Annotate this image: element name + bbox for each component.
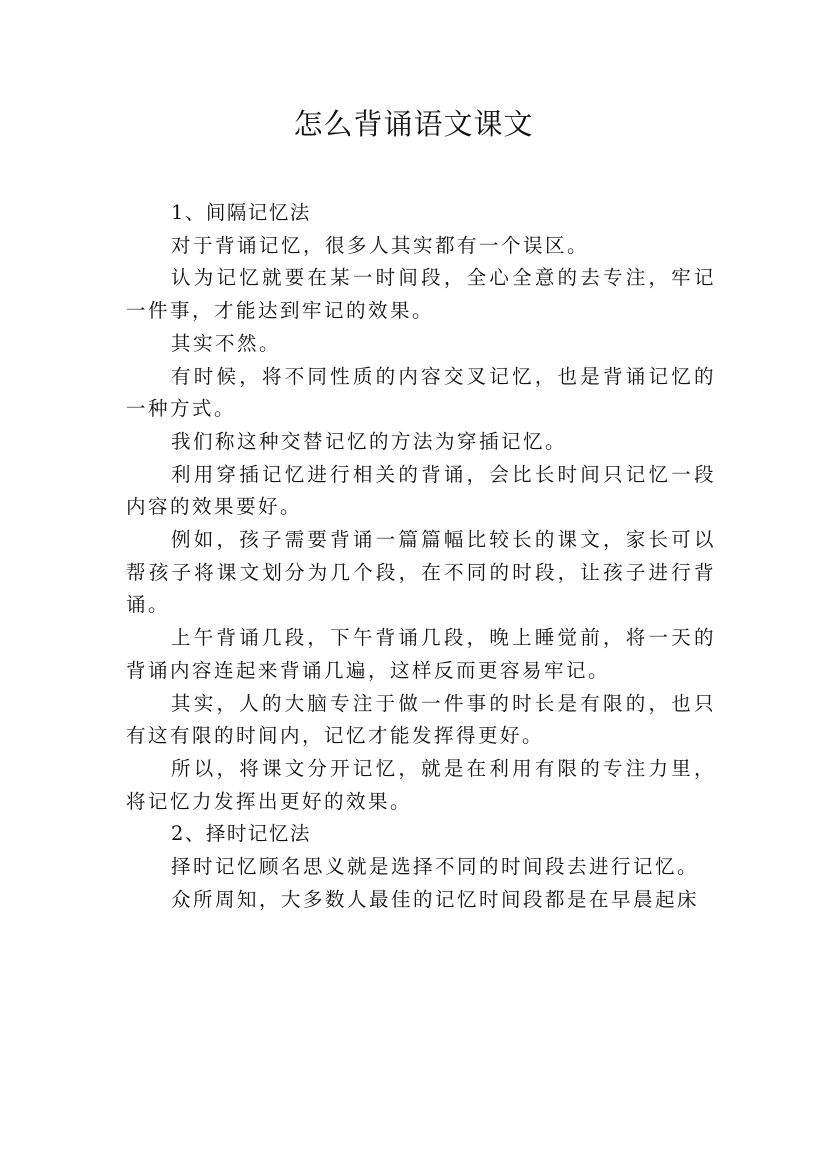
paragraph: 上午背诵几段，下午背诵几段，晚上睡觉前，将一天的背诵内容连起来背诵几遍，这样反而更容易牢记。 — [126, 626, 716, 682]
document-title: 怎么背诵语文课文 — [293, 107, 534, 141]
section-heading-timed-memory: 2、择时记忆法 — [171, 822, 311, 846]
paragraph: 对于背诵记忆，很多人其实都有一个误区。 — [171, 233, 590, 257]
paragraph: 利用穿插记忆进行相关的背诵，会比长时间只记忆一段内容的效果要好。 — [126, 462, 716, 519]
section-heading-interval-memory: 1、间隔记忆法 — [171, 201, 311, 224]
paragraph: 有时候，将不同性质的内容交叉记忆，也是背诵记忆的一种方式。 — [126, 364, 716, 421]
paragraph: 其实，人的大脑专注于做一件事的时长是有限的，也只有这有限的时间内，记忆才能发挥得更好。 — [126, 691, 716, 748]
paragraph: 所以，将课文分开记忆，就是在利用有限的专注力里，将记忆力发挥出更好的效果。 — [126, 756, 716, 813]
paragraph: 其实不然。 — [171, 331, 282, 355]
paragraph: 认为记忆就要在某一时间段，全心全意的去专注，牢记一件事，才能达到牢记的效果。 — [126, 266, 716, 323]
paragraph: 众所周知，大多数人最佳的记忆时间段都是在早晨起床 — [171, 887, 700, 911]
document-body — [126, 197, 716, 916]
paragraph: 我们称这种交替记忆的方法为穿插记忆。 — [171, 429, 568, 453]
paragraph: 例如，孩子需要背诵一篇篇幅比较长的课文，家长可以帮孩子将课文划分为几个段，在不同的时段，让孩子进行背诵。 — [126, 528, 716, 617]
paragraph: 择时记忆顾名思义就是选择不同的时间段去进行记忆。 — [171, 855, 700, 879]
